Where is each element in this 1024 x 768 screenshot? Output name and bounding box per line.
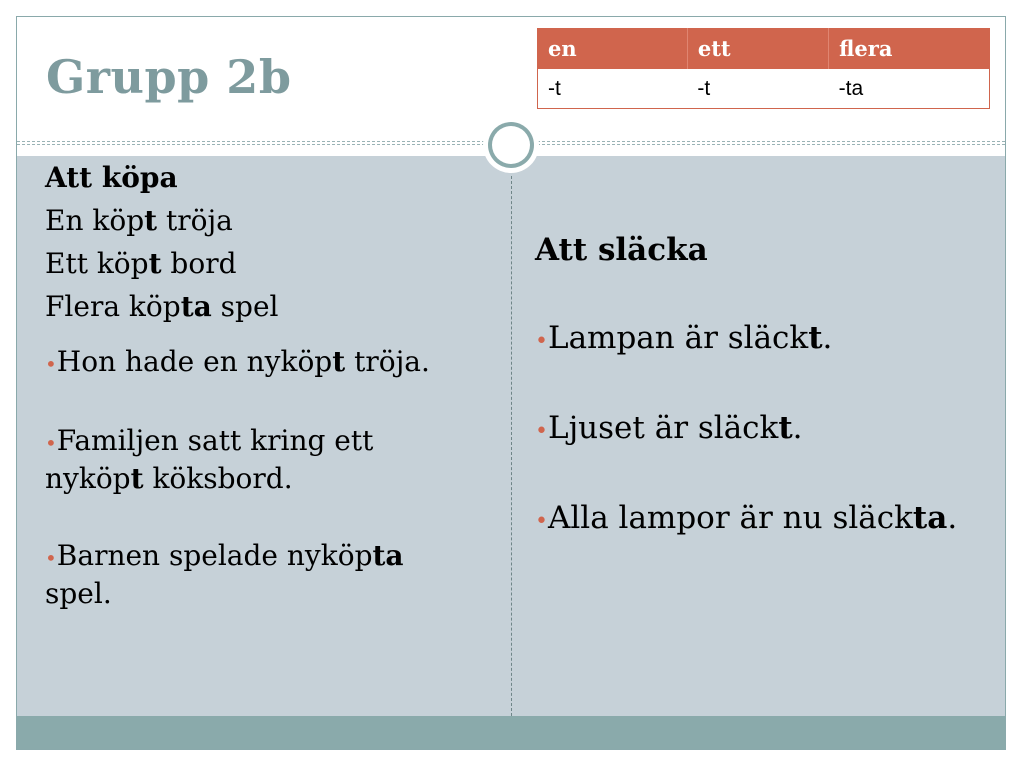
left-line — [45, 199, 495, 242]
text-segment: Lampan är släck — [547, 320, 809, 356]
table-header-flera: flera — [829, 28, 990, 69]
bold-suffix: ta — [372, 539, 404, 572]
text-segment: köksbord. — [143, 462, 293, 495]
left-column — [45, 156, 495, 653]
text-segment: Familjen satt kring ett nyköp — [45, 424, 374, 495]
text-segment: Flera köp — [45, 290, 181, 323]
bold-suffix: t — [144, 204, 158, 237]
list-item — [45, 538, 435, 612]
table-cell-ett: -t — [687, 69, 828, 109]
right-heading: Att släcka — [535, 232, 708, 268]
text-segment: . — [822, 320, 833, 356]
bold-suffix: ta — [912, 500, 948, 536]
text-segment: spel — [211, 290, 279, 323]
text-segment: Ljuset är släck — [547, 410, 779, 446]
bullet-icon: • — [45, 352, 57, 376]
table-cell-en: -t — [538, 69, 688, 109]
list-item — [45, 423, 435, 497]
text-segment: spel. — [45, 577, 112, 610]
left-heading: Att köpa — [45, 161, 178, 194]
text-segment: En köp — [45, 204, 145, 237]
circle-ornament-center — [492, 126, 530, 164]
left-bullet-list — [45, 344, 495, 612]
footer-bar — [17, 716, 1005, 749]
bullet-icon: • — [535, 509, 548, 534]
text-segment: Alla lampor är nu släck — [547, 500, 913, 536]
bullet-icon: • — [45, 546, 57, 570]
left-line — [45, 285, 495, 328]
list-item — [45, 344, 435, 382]
bold-suffix: t — [332, 345, 346, 378]
bold-suffix: ta — [180, 290, 212, 323]
text-segment: Barnen spelade nyköp — [56, 539, 373, 572]
table-header-row — [538, 28, 990, 69]
table-cell-flera: -ta — [829, 69, 990, 109]
bullet-icon: • — [45, 431, 57, 455]
text-segment: Hon hade en nyköp — [56, 345, 333, 378]
text-segment: bord — [161, 247, 237, 280]
bold-suffix: t — [778, 410, 793, 446]
bold-suffix: t — [130, 462, 144, 495]
text-segment: . — [947, 500, 958, 536]
table-header-ett: ett — [687, 28, 828, 69]
list-item — [535, 408, 995, 452]
bold-suffix: t — [808, 320, 823, 356]
text-segment: . — [792, 410, 803, 446]
right-column — [535, 228, 995, 588]
table-header-en: en — [538, 28, 688, 69]
suffix-table — [537, 28, 990, 109]
left-line — [45, 242, 495, 285]
list-item — [535, 498, 995, 542]
bullet-icon: • — [535, 329, 548, 354]
bullet-icon: • — [535, 419, 548, 444]
text-segment: Ett köp — [45, 247, 149, 280]
column-divider — [511, 176, 512, 716]
slide-title: Grupp 2b — [46, 50, 292, 104]
text-segment: tröja. — [345, 345, 430, 378]
table-row — [538, 69, 990, 109]
bold-suffix: t — [148, 247, 162, 280]
list-item — [535, 318, 995, 362]
text-segment: tröja — [157, 204, 233, 237]
